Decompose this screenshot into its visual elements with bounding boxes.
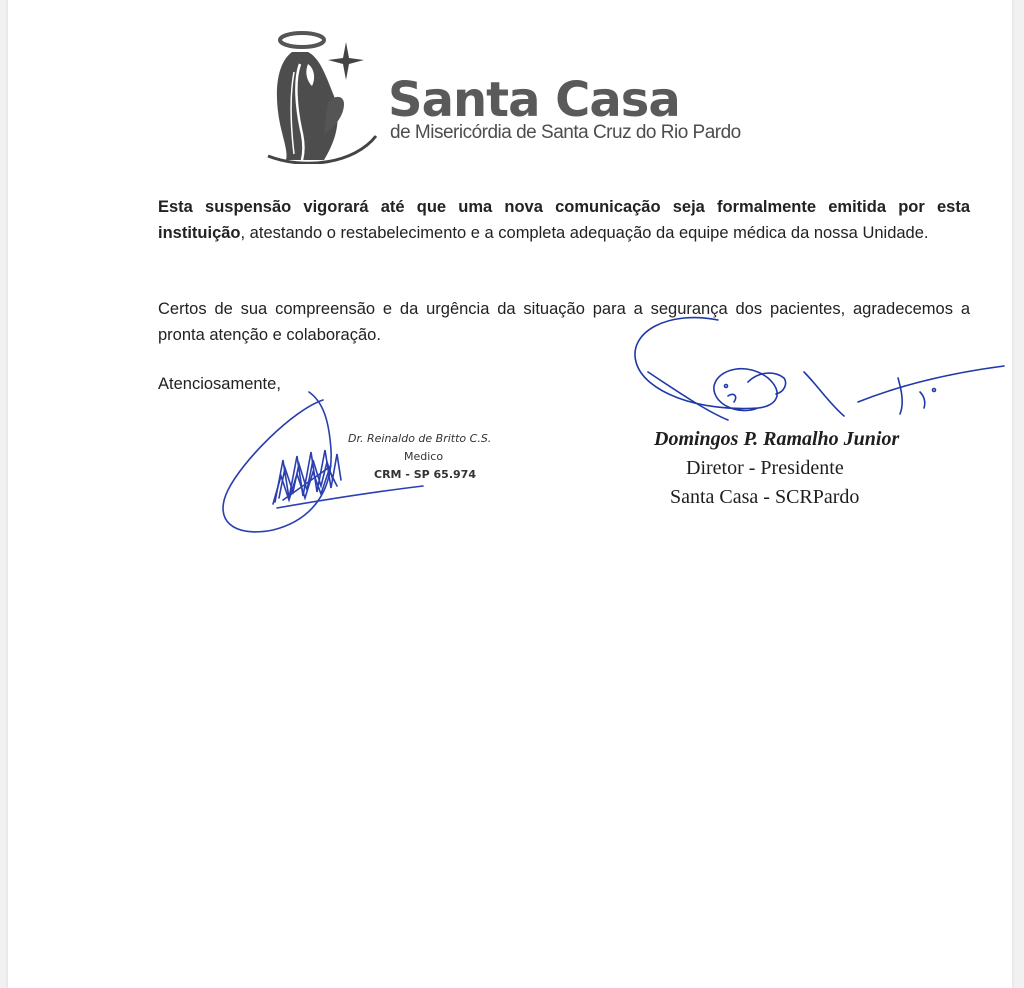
signatory-right-name: Domingos P. Ramalho Junior [654,428,900,450]
document-page [8,0,1012,988]
signatory-right-stamp [648,424,928,512]
signatory-left-registration: CRM - SP 65.974 [374,468,476,481]
institution-subtitle: de Misericórdia de Santa Cruz do Rio Pardo [390,122,741,143]
institution-name: Santa Casa [388,72,680,128]
signatory-right-role: Diretor - Presidente [686,457,844,479]
signature-right [608,312,1013,442]
letterhead-logo [264,24,741,164]
signatory-left-role: Medico [404,450,444,463]
paragraph-suspension-rest: , atestando o restabelecimento e a completa adequação da equipe médica da nossa Unidade. [240,224,929,242]
signatory-right-organization: Santa Casa - SCRPardo [670,486,860,508]
closing-salutation: Atenciosamente, [158,375,281,393]
madonna-logo-icon [264,24,384,164]
paragraph-gratitude: Certos de sua compreensão e da urgência da situação para a segurança dos pacientes, agradecemos a pronta atenção e colaboração. [158,300,970,344]
paragraph-suspension [158,194,970,246]
signatory-left-name: Dr. Reinaldo de Britto C.S. [348,432,492,445]
paragraph-suspension-bold: Esta suspensão vigorará até que uma nova comunicação seja formalmente emitida por esta instituição [158,198,970,242]
signatory-left-stamp [348,430,508,484]
